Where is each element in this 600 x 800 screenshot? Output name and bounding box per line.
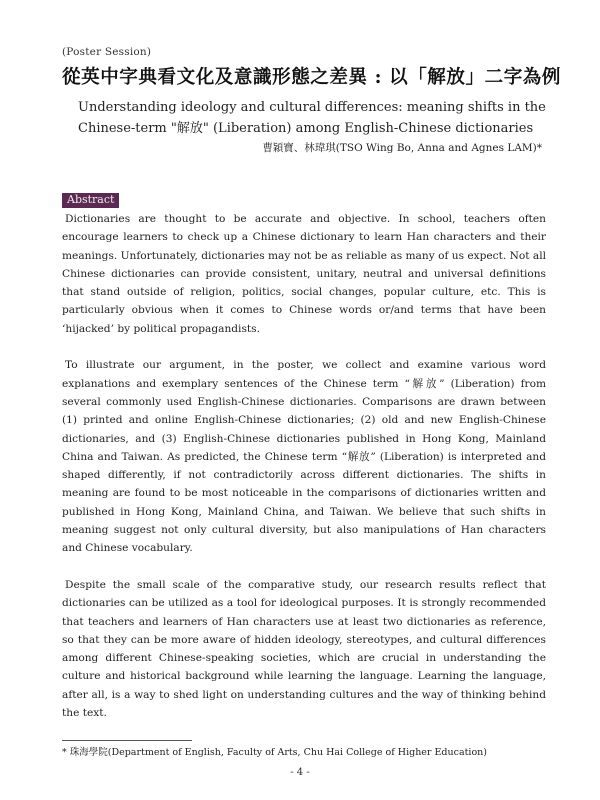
abstract-paragraph-1: Dictionaries are thought to be accurate and objective. In school, teachers often encourage learners to check up a Chinese dictionary to learn Han characters and their meanings. Unfortunately, dictionaries may not be as reliable as many of us expect. Not all Chinese dictionaries can provide consistent, unitary, neutral and universal definitions that stand outside of religion, politics, social changes, popular culture, etc. This is particularly obvious when it comes to Chinese words or/and terms that have been ‘hijacked’ by political propagandists. <box>62 213 546 335</box>
abstract-body <box>62 210 546 741</box>
page-title: 從英中字典看文化及意識形態之差異 : 以「解放」二字為例 <box>62 67 562 88</box>
subtitle-line-1: Understanding ideology and cultural differences: meaning shifts in the <box>78 100 546 115</box>
subtitle-line-2: Chinese-term "解放" (Liberation) among English-Chinese dictionaries <box>78 121 534 136</box>
page-number: - 4 - <box>290 767 310 778</box>
abstract-paragraph-3: Despite the small scale of the comparative study, our research results reflect that dictionaries can be utilized as a tool for ideological purposes. It is strongly recommended that teachers and learners of Han characters use at least two dictionaries as reference, so that they can be more aware of hidden ideology, stereotypes, and cultural differences among different Chinese-speaking societies, which are crucial in understanding the culture and historical background while learning the language. Learning the language, after all, is a way to shed light on understanding cultures and the way of thinking behind the text. <box>62 578 546 720</box>
abstract-heading: Abstract <box>62 193 119 208</box>
abstract-paragraph-2: To illustrate our argument, in the poster, we collect and examine various word explanations and exemplary sentences of the Chinese term “解放” (Liberation) from several commonly used English-Chinese dictionaries. Comparisons are drawn between (1) printed and online English-Chinese dictionaries; (2) old and new English-Chinese dictionaries, and (3) English-Chinese dictionaries published in Hong Kong, Mainland China and Taiwan. As predicted, the Chinese term “解放” (Liberation) is interpreted and shaped differently, if not contradictorily across different dictionaries. The shifts in meaning are found to be most noticeable in the comparisons of dictionaries written and published in Hong Kong, Mainland China, and Taiwan. We believe that such shifts in meaning suggest not only cultural diversity, but also manipulations of Han characters and Chinese vocabulary. <box>62 359 546 555</box>
author-line: 曹穎寶、林瑋琪(TSO Wing Bo, Anna and Agnes LAM)* <box>262 142 542 154</box>
footnote-divider <box>62 740 192 741</box>
session-label: (Poster Session) <box>62 46 152 58</box>
footnote: * 珠海學院(Department of English, Faculty of Arts, Chu Hai College of Higher Education) <box>62 747 488 758</box>
english-subtitle <box>78 97 548 139</box>
